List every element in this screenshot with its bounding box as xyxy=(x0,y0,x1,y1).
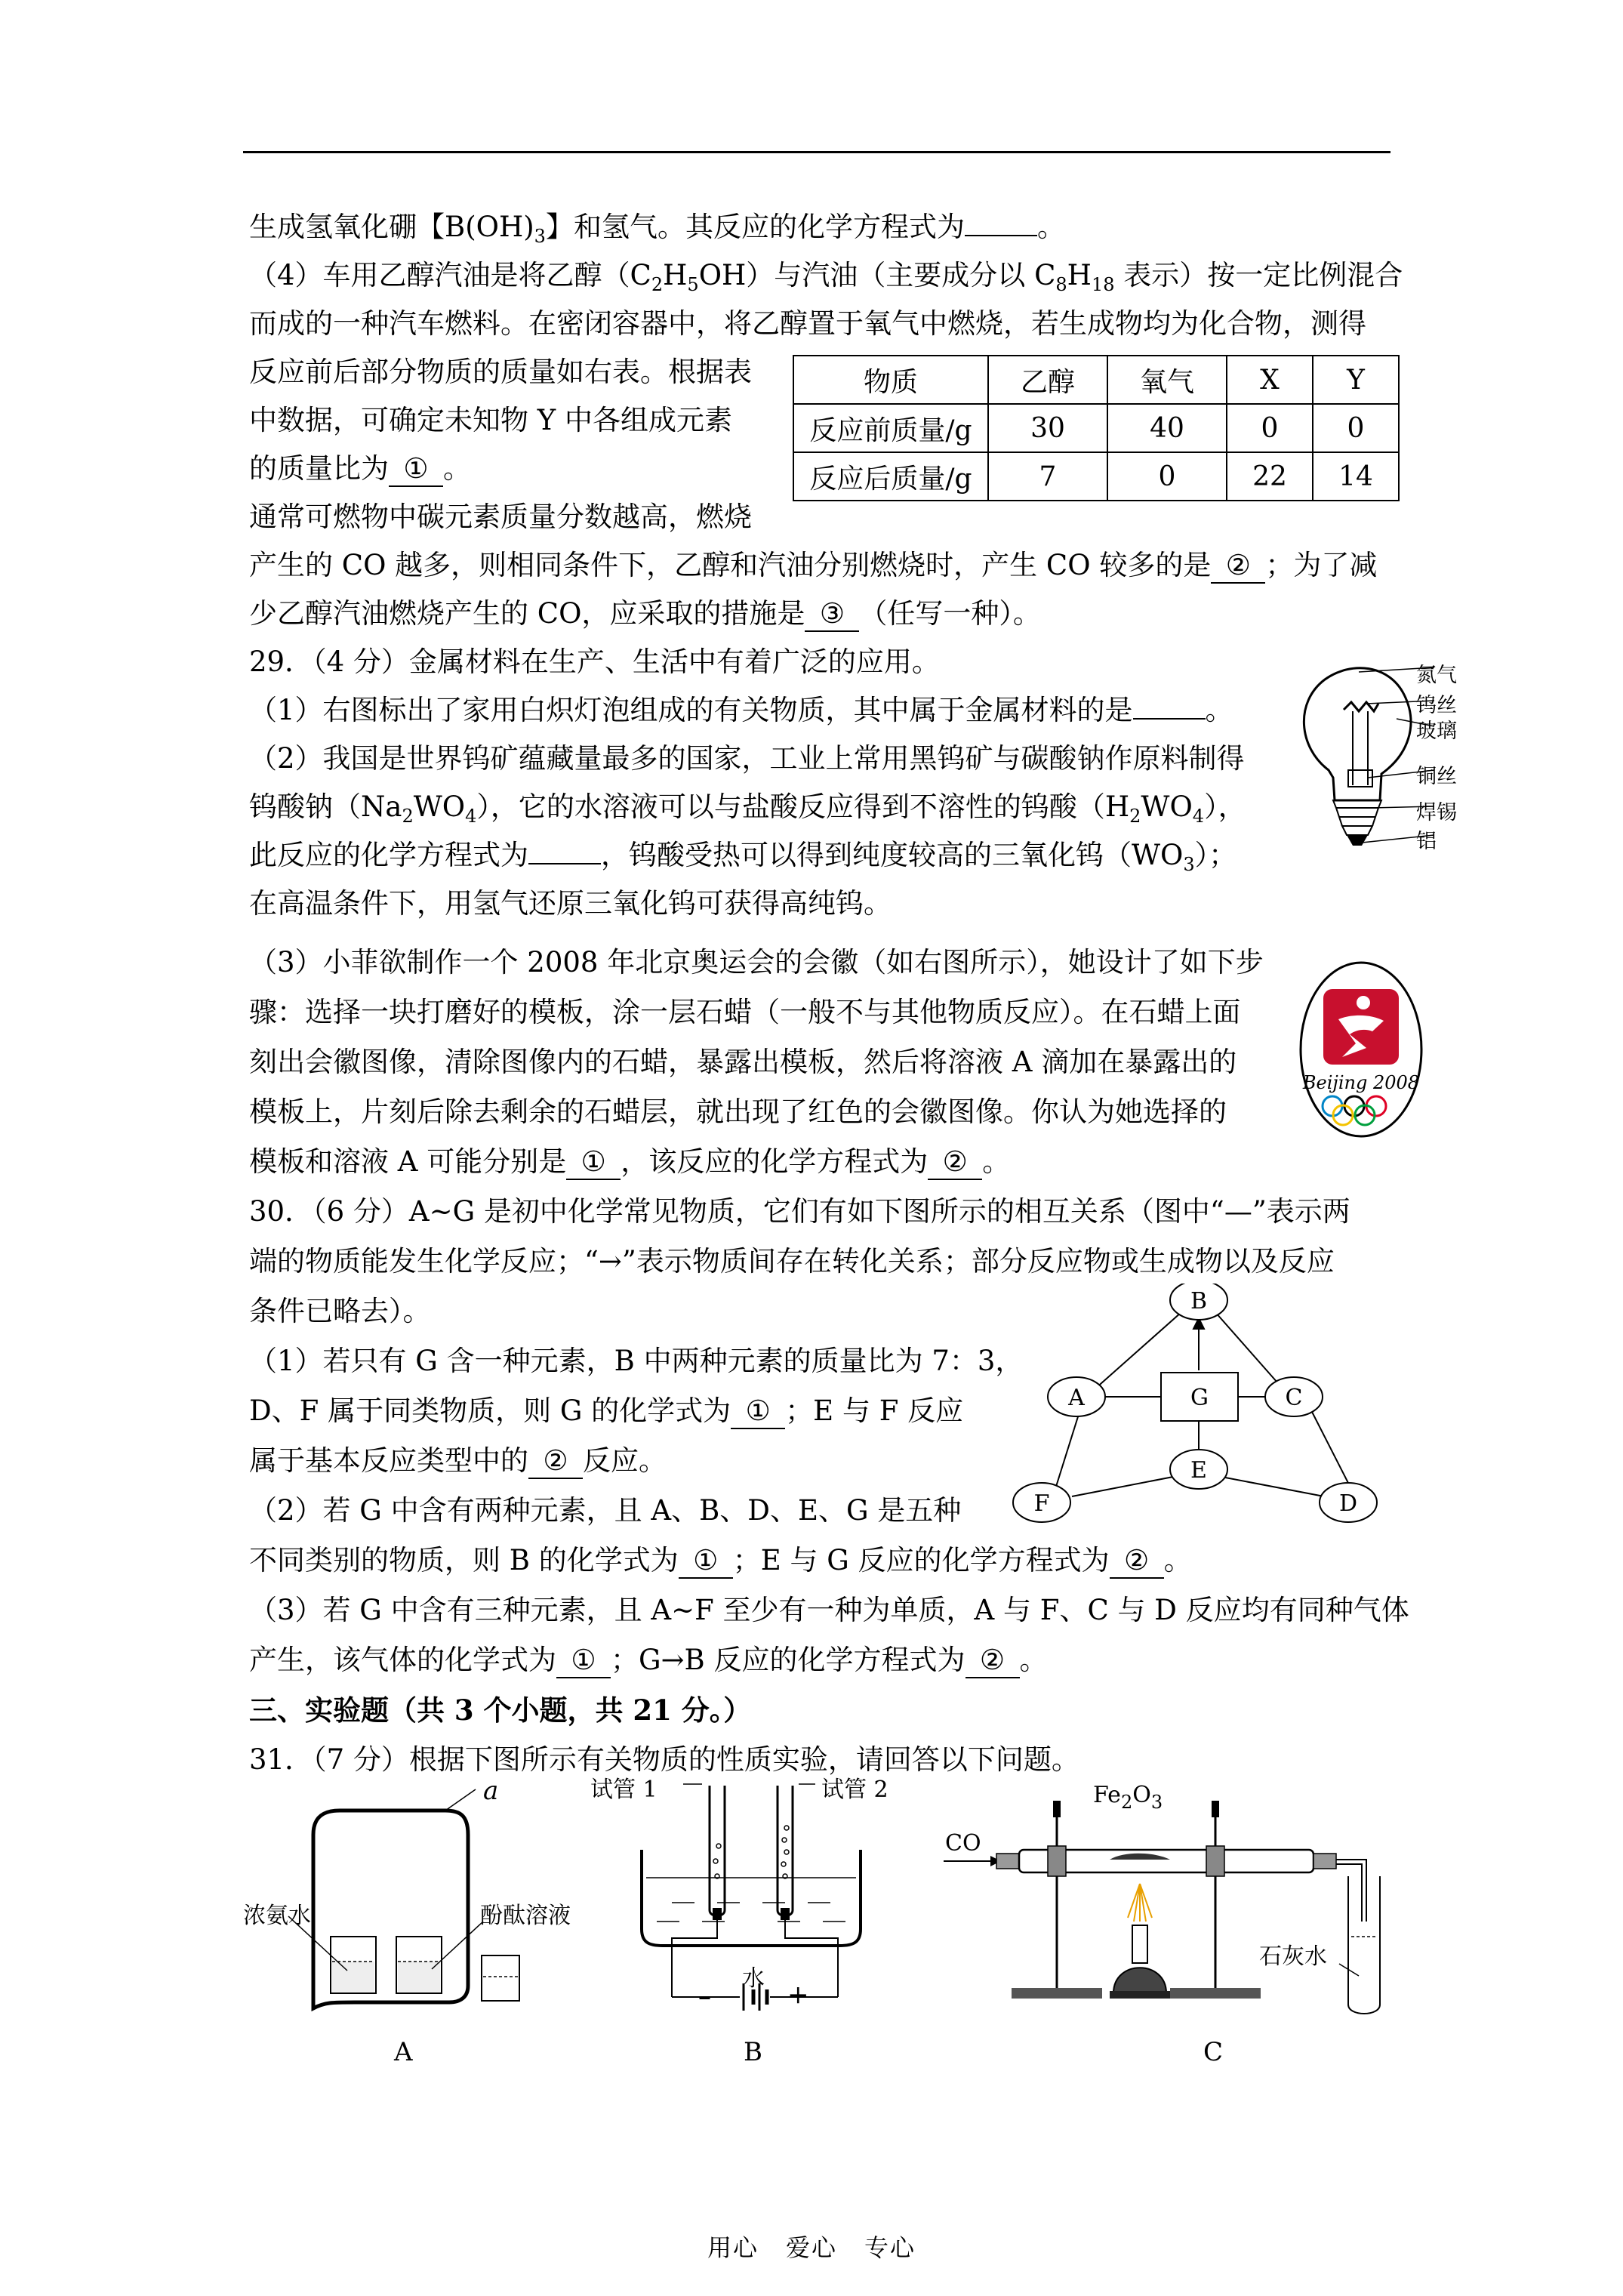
answer-blank[interactable]: ① xyxy=(389,452,443,487)
answer-blank[interactable]: ② xyxy=(1211,549,1265,584)
label-minus: – xyxy=(698,1982,711,2012)
text-line-4: 反应前后部分物质的质量如右表。根据表 xyxy=(249,356,752,388)
text-line-10: 29．（4 分）金属材料在生产、生活中有着广泛的应用。 xyxy=(249,646,940,678)
text-line-12: （2）我国是世界钨矿蕴藏量最多的国家，工业上常用黑钨矿与碳酸钠作原料制得 xyxy=(249,742,1245,775)
text-line-1: 生成氢氧化硼【$B(OH)_3$】和氢气。其反应的化学方程式为 。 xyxy=(249,211,1065,247)
page-footer xyxy=(0,2229,1623,2264)
table-row xyxy=(793,452,1399,501)
text-line-3: 而成的一种汽车燃料。在密闭容器中，将乙醇置于氧气中燃烧，若生成物均为化合物，测得 xyxy=(249,307,1366,340)
table-cell: 7 xyxy=(988,452,1107,501)
table-row xyxy=(793,356,1399,404)
text-line-16: （3）小菲欲制作一个 2008 年北京奥运会的会徽（如右图所示），她设计了如下步 xyxy=(249,946,1264,978)
node-c: C xyxy=(1285,1385,1303,1411)
label-phenolphthalein: 酚酞溶液 xyxy=(480,1903,571,1929)
text-line-19: 模板上，片刻后除去剩余的石蜡层，就出现了红色的会徽图像。你认为她选择的 xyxy=(249,1096,1227,1128)
answer-blank[interactable]: ② xyxy=(1110,1544,1164,1579)
answer-blank[interactable]: ① xyxy=(731,1395,785,1429)
caption-a: A xyxy=(394,2037,413,2067)
text-line-5: 中数据，可确定未知物 Y 中各组成元素 xyxy=(249,404,732,436)
footer-text: 爱心 xyxy=(785,2233,837,2262)
text-line-17: 骤：选择一块打磨好的模板，涂一层石蜡（一般不与其他物质反应）。在石蜡上面 xyxy=(249,996,1241,1028)
text-line-14: 此反应的化学方程式为 ，钨酸受热可以得到纯度较高的三氧化钨$(WO_3)$； xyxy=(249,839,1237,875)
text-line-29: （3）若 G 中含有三种元素，且 A~F 至少有一种为单质，A 与 F、C 与 D 反应均有同种气体 xyxy=(249,1594,1409,1626)
text-line-27: （2）若 G 中含有两种元素，且 A、B、D、E、G 是五种 xyxy=(249,1494,962,1527)
bulb-label: 铜丝 xyxy=(1416,765,1457,788)
node-a: A xyxy=(1068,1385,1085,1411)
answer-blank[interactable]: ① xyxy=(679,1544,733,1579)
node-g: G xyxy=(1190,1385,1209,1411)
bulb-label: 铝 xyxy=(1416,830,1437,853)
answer-blank[interactable] xyxy=(965,235,1037,236)
text-line-18: 刻出会徽图像，清除图像内的石蜡，暴露出模板，然后将溶液 A 滴加在暴露出的 xyxy=(249,1046,1237,1078)
footer-text: 专心 xyxy=(864,2233,916,2262)
answer-blank[interactable]: ③ xyxy=(805,597,859,632)
table-cell: X xyxy=(1227,356,1313,404)
table-cell: 40 xyxy=(1107,404,1227,452)
text-line-28: 不同类别的物质，则 B 的化学式为 ① ；E 与 G 反应的化学方程式为 ② 。 xyxy=(249,1542,1192,1579)
text-line-2: （4）车用乙醇汽油是将乙醇$(C_2H_5OH)$与汽油（主要成分以 $C_8H_{18}$ 表示）按一定比例混合 xyxy=(249,259,1403,295)
table-cell: 乙醇 xyxy=(988,356,1107,404)
node-d: D xyxy=(1338,1490,1358,1517)
text-line-24: （1）若只有 G 含一种元素，B 中两种元素的质量比为 7：3， xyxy=(249,1345,1024,1377)
table-cell: 反应前质量/g xyxy=(793,404,988,452)
answer-blank[interactable]: ① xyxy=(556,1644,611,1678)
table-cell: 0 xyxy=(1313,404,1399,452)
node-b: B xyxy=(1190,1288,1208,1314)
table-cell: 14 xyxy=(1313,452,1399,501)
text-line-7: 通常可燃物中碳元素质量分数越高，燃烧 xyxy=(249,501,752,533)
answer-blank[interactable]: ② xyxy=(528,1444,583,1479)
label-co: CO xyxy=(945,1830,981,1857)
label-test-tube-1: 试管 1 xyxy=(590,1777,658,1803)
label-plus: + xyxy=(787,1980,809,2010)
answer-blank[interactable]: ② xyxy=(928,1145,982,1180)
table-cell: Y xyxy=(1313,356,1399,404)
emblem-text: Beijing 2008 xyxy=(1302,1072,1420,1093)
bulb-label: 焊锡 xyxy=(1416,801,1457,824)
text-line-15: 在高温条件下，用氢气还原三氧化钨可获得高纯钨。 xyxy=(249,887,892,920)
label-a-top: a xyxy=(483,1776,499,1806)
text-line-21: 30．（6 分）A~G 是初中化学常见物质，它们有如下图所示的相互关系（图中“—”表示两 xyxy=(249,1195,1350,1228)
answer-blank[interactable] xyxy=(528,863,601,864)
text-line-20: 模板和溶液 A 可能分别是 ① ，该反应的化学方程式为 ② 。 xyxy=(249,1143,1010,1181)
text-line-25: D、F 属于同类物质，则 G 的化学式为 ① ；E 与 F 反应 xyxy=(249,1392,963,1430)
text-line-32: 31．（7 分）根据下图所示有关物质的性质实验，请回答以下问题。 xyxy=(249,1743,1079,1776)
olympic-emblem xyxy=(1297,959,1425,1140)
text-line-6: 的质量比为 ① 。 xyxy=(249,450,471,488)
text-line-8: 产生的 CO 越多，则相同条件下，乙醇和汽油分别燃烧时，产生 CO 较多的是 ② ；为了减 xyxy=(249,547,1377,584)
answer-blank[interactable] xyxy=(1133,718,1206,720)
text-line-9: 少乙醇汽油燃烧产生的 CO，应采取的措施是 ③ （任写一种）。 xyxy=(249,595,1041,633)
text-line-30: 产生，该气体的化学式为 ① ；G→B 反应的化学方程式为 ② 。 xyxy=(249,1641,1048,1679)
answer-blank[interactable]: ① xyxy=(566,1145,621,1180)
caption-c: C xyxy=(1203,2037,1224,2067)
text-line-26: 属于基本反应类型中的 ② 反应。 xyxy=(249,1442,667,1480)
relationship-diagram xyxy=(989,1284,1397,1533)
bulb-label: 玻璃 xyxy=(1416,720,1457,743)
label-test-tube-2: 试管 2 xyxy=(821,1777,888,1803)
label-limewater: 石灰水 xyxy=(1259,1943,1327,1970)
node-e: E xyxy=(1190,1457,1207,1484)
text-line-13: 钨酸钠$(Na_2WO_4)$，它的水溶液可以与盐酸反应得到不溶性的钨酸$(H_2WO_4)$， xyxy=(249,791,1246,827)
answer-blank[interactable]: ② xyxy=(965,1644,1020,1678)
text-line-11: （1）右图标出了家用白炽灯泡组成的有关物质，其中属于金属材料的是 。 xyxy=(249,694,1233,726)
table-cell: 反应后质量/g xyxy=(793,452,988,501)
table-cell: 22 xyxy=(1227,452,1313,501)
footer-text: 用心 xyxy=(707,2233,759,2262)
table-cell: 0 xyxy=(1107,452,1227,501)
label-ammonia: 浓氨水 xyxy=(243,1903,311,1929)
label-fe2o3: $Fe_2O_3$ xyxy=(1093,1782,1163,1813)
table-cell: 30 xyxy=(988,404,1107,452)
label-water: 水 xyxy=(742,1965,765,1992)
table-cell: 物质 xyxy=(793,356,988,404)
section-heading: 三、实验题（共 3 个小题，共 21 分。） xyxy=(249,1693,752,1727)
table-cell: 0 xyxy=(1227,404,1313,452)
text-line-22: 端的物质能发生化学反应；“→”表示物质间存在转化关系；部分反应物或生成物以及反应 xyxy=(249,1245,1335,1277)
text-line-23: 条件已略去）。 xyxy=(249,1295,431,1327)
experiment-c-figure xyxy=(944,1778,1412,2027)
table-cell: 氧气 xyxy=(1107,356,1227,404)
node-f: F xyxy=(1033,1490,1050,1517)
bulb-label: 钨丝 xyxy=(1416,694,1457,717)
header-rule xyxy=(243,151,1390,153)
mass-table xyxy=(793,355,1400,501)
bulb-label: 氮气 xyxy=(1416,664,1457,687)
table-row xyxy=(793,404,1399,452)
caption-b: B xyxy=(744,2037,762,2067)
